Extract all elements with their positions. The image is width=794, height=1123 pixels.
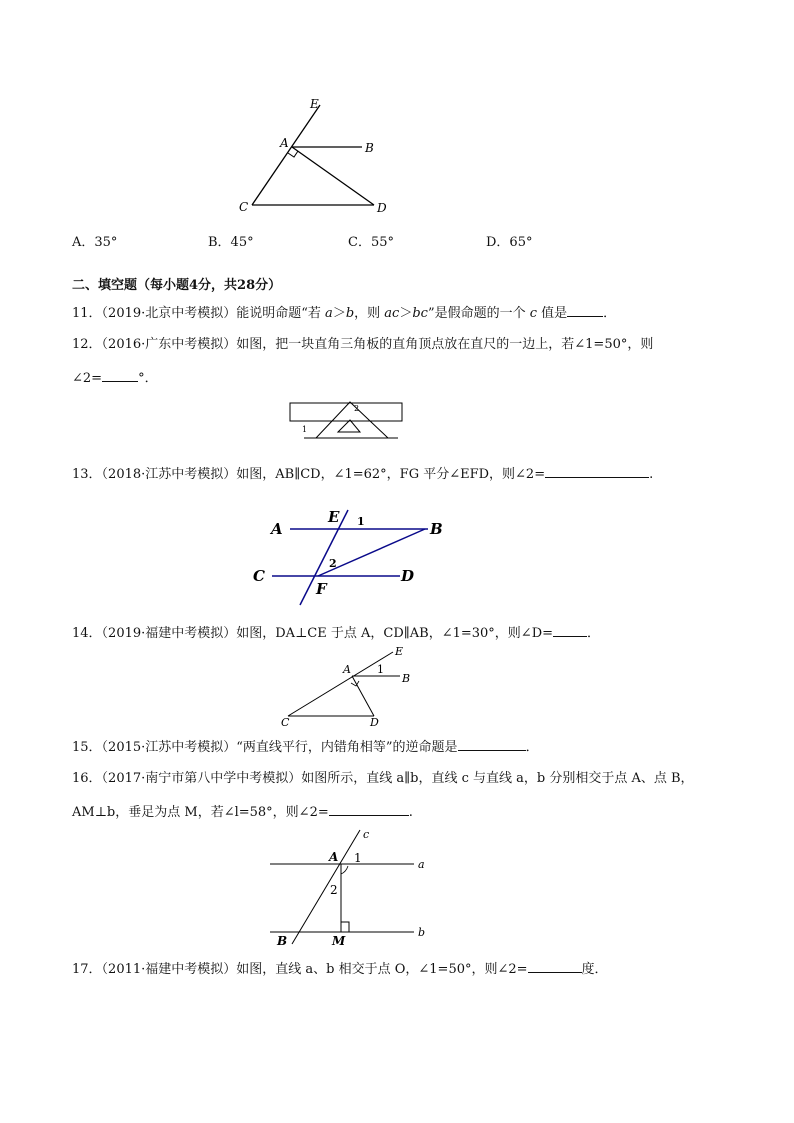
label-A: A	[280, 136, 289, 150]
label-C: C	[239, 200, 249, 214]
label-B: B	[430, 520, 443, 538]
question-16-line2: AM⊥b，垂足为点 M，若∠l=58°，则∠2= .	[72, 805, 413, 820]
question-14: 14．（2019·福建中考模拟）如图，DA⊥CE 于点 A，CD∥AB，∠1=30°，则∠D= ．	[72, 626, 601, 641]
label-a: a	[418, 858, 425, 871]
question-17: 17．（2011·福建中考模拟）如图，直线 a、b 相交于点 O，∠1=50°，则∠2= 度．	[72, 962, 608, 977]
label-2: 2	[329, 557, 337, 570]
figure-q13	[250, 505, 450, 609]
answer-blank[interactable]	[553, 624, 587, 637]
label-1: 1	[302, 425, 308, 434]
label-E: E	[310, 97, 319, 111]
label-B: B	[365, 141, 374, 155]
figure-q10	[230, 95, 430, 225]
label-E: E	[395, 645, 404, 658]
label-D: D	[377, 201, 387, 215]
label-2: 2	[330, 883, 338, 897]
answer-blank[interactable]	[102, 369, 138, 382]
label-1: 1	[377, 663, 384, 676]
section-title: 二、填空题（每小题4分，共28分）	[72, 278, 282, 293]
label-A: A	[343, 663, 351, 676]
option-b: B．45°	[208, 235, 254, 250]
option-d: D．65°	[486, 235, 533, 250]
option-c: C．55°	[348, 235, 394, 250]
question-12-line2: ∠2= °．	[72, 371, 158, 386]
label-B: B	[402, 672, 411, 685]
label-b: b	[418, 926, 426, 939]
question-11: 11．（2019·北京中考模拟）能说明命题“若 a＞b，则 ac＞bc”是假命题的一个 c 值是 ．	[72, 306, 617, 321]
question-13: 13．（2018·江苏中考模拟）如图，AB∥CD，∠1=62°，FG 平分∠EFD，则∠2= .	[72, 467, 654, 482]
label-B: B	[277, 934, 288, 948]
answer-blank[interactable]	[528, 960, 582, 973]
label-M: M	[332, 934, 346, 948]
figure-q14	[278, 642, 418, 732]
figure-q16	[268, 826, 438, 950]
label-c: c	[363, 828, 370, 841]
label-A: A	[271, 520, 283, 538]
label-E: E	[328, 508, 340, 526]
label-D: D	[401, 567, 415, 585]
label-1: 1	[354, 851, 362, 865]
label-C: C	[281, 716, 290, 729]
option-a: A．35°	[72, 235, 118, 250]
answer-blank[interactable]	[545, 465, 649, 478]
label-F: F	[316, 580, 327, 598]
label-C: C	[253, 567, 265, 585]
label-D: D	[370, 716, 379, 729]
question-12-line1: 12．（2016·广东中考模拟）如图，把一块直角三角板的直角顶点放在直尺的一边上，若∠1=50°，则	[72, 337, 654, 352]
figure-q12	[288, 398, 408, 444]
answer-blank[interactable]	[567, 304, 603, 317]
question-16-line1: 16．（2017·南宁市第八中学中考模拟）如图所示，直线 a∥b，直线 c 与直线 a，b 分别相交于点 A、点 B，	[72, 771, 694, 786]
label-A: A	[329, 850, 339, 864]
answer-blank[interactable]	[329, 803, 409, 816]
label-2: 2	[354, 404, 360, 413]
label-1: 1	[357, 515, 365, 528]
question-15: 15．（2015·江苏中考模拟）“两直线平行，内错角相等”的逆命题是 ．	[72, 740, 539, 755]
answer-blank[interactable]	[458, 738, 526, 751]
